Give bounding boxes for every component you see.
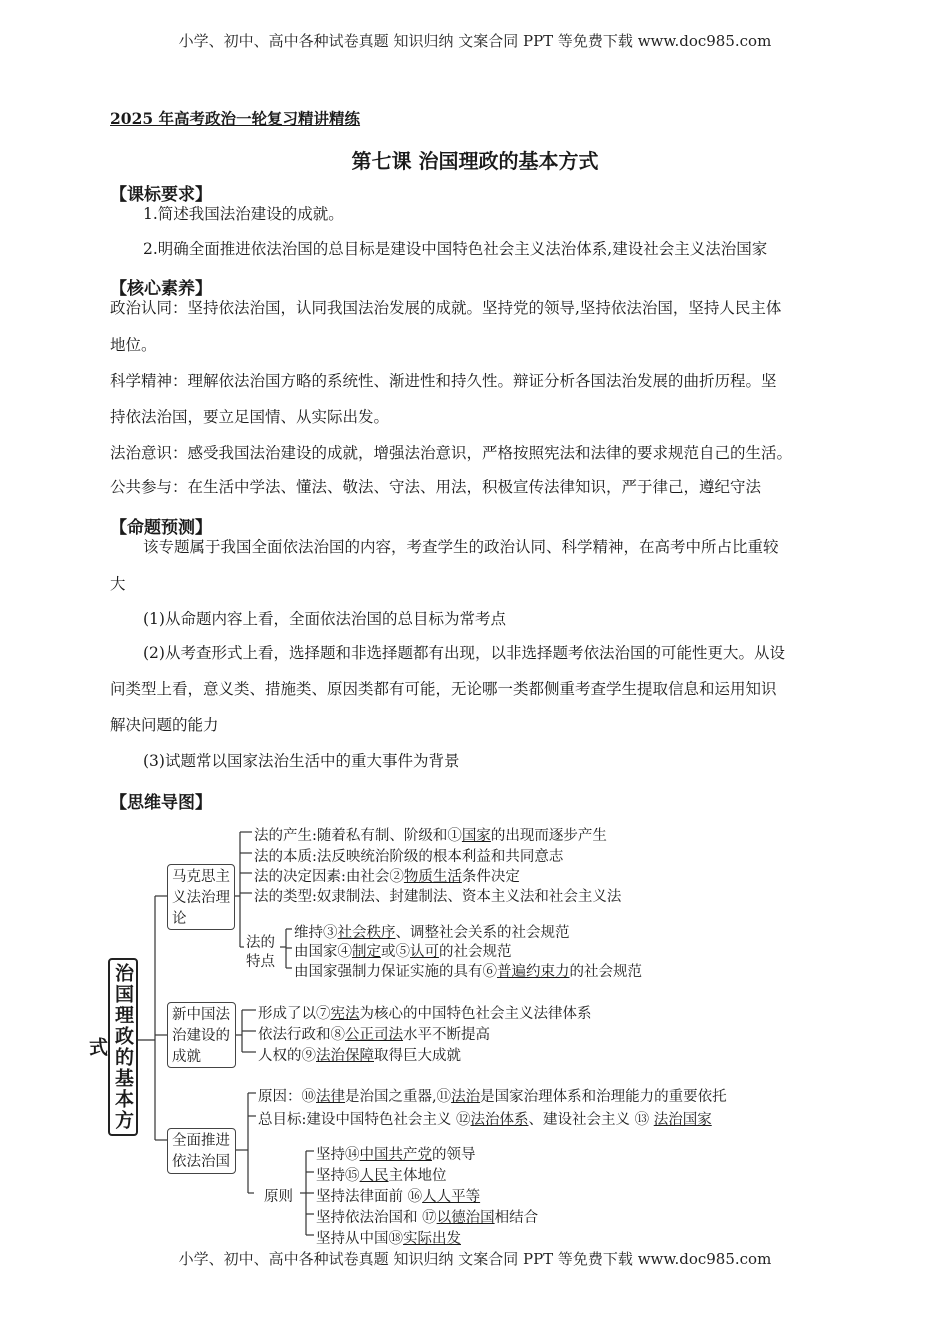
b1-feature-3: 由国家强制力保证实施的具有⑥普遍约束力的社会规范 — [294, 964, 642, 980]
b3-reason: 原因：⑩法律是治国之重器,⑪法治是国家治理体系和治理能力的重要依托 — [258, 1089, 727, 1105]
b2-item-3: 人权的⑨法治保障取得巨大成就 — [258, 1048, 461, 1064]
hexin-line: 科学精神：理解依法治国方略的系统性、渐进性和持久性。辩证分析各国法治发展的曲折历程。坚 — [110, 372, 777, 390]
mingti-line: 解决问题的能力 — [110, 716, 219, 734]
mingti-line: (1)从命题内容上看，全面依法治国的总目标为常考点 — [143, 610, 506, 628]
section-heading-hexin: 【核心素养】 — [110, 279, 212, 299]
hexin-line: 公共参与：在生活中学法、懂法、敬法、守法、用法，积极宣传法律知识，严于律己，遵纪守法 — [110, 478, 762, 496]
b2-item-1: 形成了以⑦宪法为核心的中国特色社会主义法律体系 — [258, 1006, 592, 1022]
kebiao-item-1: 1.简述我国法治建设的成就。 — [143, 205, 344, 223]
mingti-line: 大 — [110, 575, 126, 593]
mingti-line: (3)试题常以国家法治生活中的重大事件为背景 — [143, 752, 460, 770]
b3-principle-1: 坚持⑭中国共产党的领导 — [316, 1147, 476, 1163]
mingti-line: (2)从考查形式上看，选择题和非选择题都有出现，以非选择题考依法治国的可能性更大。从设 — [143, 644, 785, 662]
section-heading-mingti: 【命题预测】 — [110, 518, 212, 538]
b1-item-determinant: 法的决定因素:由社会②物质生活条件决定 — [254, 869, 520, 885]
b1-feature-2: 由国家④制定或⑤认可的社会规范 — [294, 944, 512, 960]
b3-principle-label: 原则 — [264, 1189, 293, 1205]
b1-feature-label: 法的特点 — [246, 935, 275, 970]
branch-box-new-china-achievements: 新中国法治建设的成就 — [167, 1002, 236, 1068]
b3-principle-4: 坚持依法治国和 ⑰以德治国相结合 — [316, 1210, 539, 1226]
branch-box-marxist-law: 马克思主义法治理论 — [167, 864, 235, 930]
b3-principle-5: 坚持从中国⑱实际出发 — [316, 1231, 461, 1247]
page-header: 小学、初中、高中各种试卷真题 知识归纳 文案合同 PPT 等免费下载 www.doc985.com — [178, 32, 772, 50]
b1-item-origin: 法的产生:随着私有制、阶级和①国家的出现而逐步产生 — [254, 828, 607, 844]
b1-feature-1: 维持③社会秩序、调整社会关系的社会规范 — [294, 925, 570, 941]
series-title: 2025 年高考政治一轮复习精讲精练 — [110, 109, 361, 128]
hexin-line: 持依法治国，要立足国情、从实际出发。 — [110, 408, 390, 426]
mingti-line: 问类型上看，意义类、措施类、原因类都有可能，无论哪一类都侧重考查学生提取信息和运用知识 — [110, 680, 777, 698]
page-footer: 小学、初中、高中各种试卷真题 知识归纳 文案合同 PPT 等免费下载 www.doc985.com — [178, 1250, 772, 1268]
mingti-line: 该专题属于我国全面依法治国的内容，考查学生的政治认同、科学精神，在高考中所占比重较 — [143, 538, 779, 556]
b1-item-essence: 法的本质:法反映统治阶级的根本利益和共同意志 — [254, 849, 564, 865]
hexin-line: 法治意识：感受我国法治建设的成就，增强法治意识，严格按照宪法和法律的要求规范自己的生活。 — [110, 444, 793, 462]
b1-item-types: 法的类型:奴隶制法、封建制法、资本主义法和社会主义法 — [254, 889, 622, 905]
branch-box-rule-of-law: 全面推进依法治国 — [167, 1128, 236, 1174]
section-heading-kebiao: 【课标要求】 — [110, 185, 212, 205]
kebiao-item-2: 2.明确全面推进依法治国的总目标是建设中国特色社会主义法治体系,建设社会主义法治国家 — [143, 240, 768, 258]
b3-principle-3: 坚持法律面前 ⑯人人平等 — [316, 1189, 481, 1205]
hexin-line: 地位。 — [110, 336, 157, 354]
mindmap-root: 治国理政的基本方式 — [108, 958, 138, 1136]
lesson-title: 第七课 治国理政的基本方式 — [351, 149, 599, 173]
b2-item-2: 依法行政和⑧公正司法水平不断提高 — [258, 1027, 490, 1043]
section-heading-mindmap: 【思维导图】 — [110, 793, 212, 813]
b3-goal: 总目标:建设中国特色社会主义 ⑫法治体系、建设社会主义 ⑬ 法治国家 — [258, 1112, 712, 1128]
b3-principle-2: 坚持⑮人民主体地位 — [316, 1168, 447, 1184]
hexin-line: 政治认同：坚持依法治国，认同我国法治发展的成就。坚持党的领导,坚持依法治国，坚持人民主体 — [110, 299, 782, 317]
